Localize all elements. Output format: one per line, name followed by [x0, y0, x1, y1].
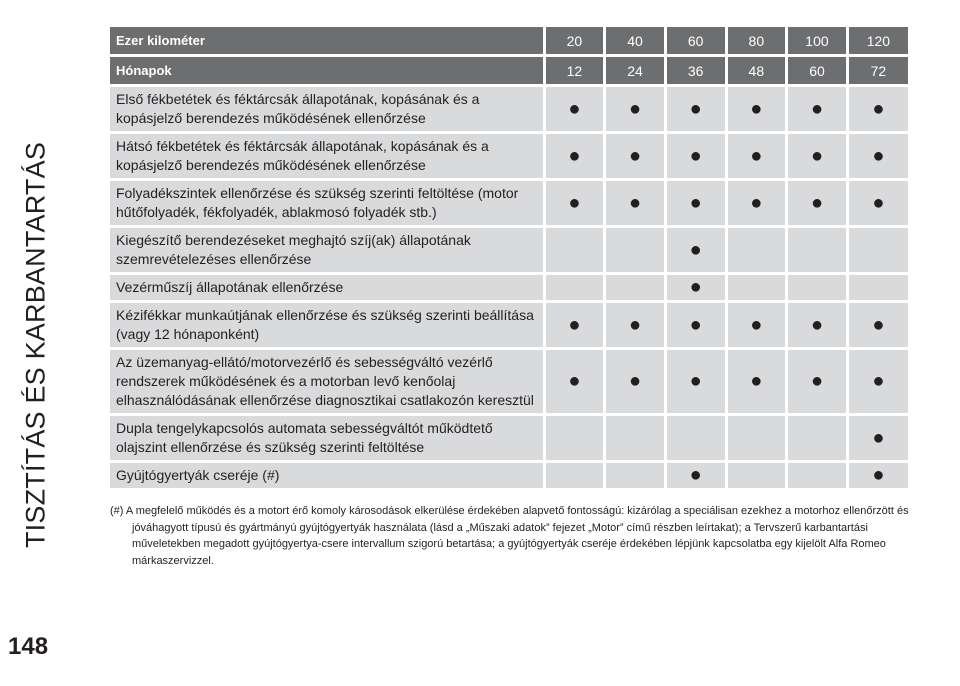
- task-description: Dupla tengelykapcsolós automata sebességváltót működtető olajszint ellenőrzése és szükség szerinti feltöltése: [110, 415, 544, 462]
- months-value: 36: [665, 56, 726, 86]
- months-value: 12: [544, 56, 605, 86]
- interval-cell: [847, 180, 908, 227]
- interval-cell: [847, 86, 908, 133]
- interval-cell: [726, 274, 787, 302]
- service-required-dot-icon: ●: [568, 97, 581, 120]
- task-description: Gyújtógyertyák cseréje (#): [110, 462, 544, 490]
- interval-cell: [726, 415, 787, 462]
- service-required-dot-icon: ●: [750, 313, 763, 336]
- interval-cell: [665, 462, 726, 490]
- service-required-dot-icon: ●: [689, 191, 702, 214]
- service-required-dot-icon: ●: [810, 144, 824, 167]
- interval-cell: [847, 302, 908, 349]
- service-required-dot-icon: ●: [872, 370, 885, 392]
- interval-cell: [605, 349, 666, 415]
- interval-cell: [544, 133, 605, 180]
- service-required-dot-icon: ●: [810, 313, 824, 336]
- service-required-dot-icon: ●: [568, 313, 581, 336]
- interval-cell: [544, 349, 605, 415]
- interval-cell: [787, 462, 848, 490]
- km-value: 20: [544, 27, 605, 56]
- km-value: 120: [847, 27, 908, 56]
- interval-cell: [665, 180, 726, 227]
- service-required-dot-icon: ●: [689, 238, 702, 261]
- task-description: Kézifékkar munkaútjának ellenőrzése és szükség szerinti beállítása (vagy 12 hónaponként): [110, 302, 544, 349]
- service-required-dot-icon: ●: [628, 97, 642, 120]
- task-description: Első fékbetétek és féktárcsák állapotának, kopásának és a kopásjelző berendezés működésének ellenőrzése: [110, 86, 544, 133]
- months-value: 48: [726, 56, 787, 86]
- footnote-text: A megfelelő működés és a motort érő komoly károsodások elkerülése érdekében alapvető fontosságú: kizárólag a speciálisan ezekhez a motorhoz ellenőrzött és jóváhagyott típusú és gyártmányú gyújtógyertyák használata (lásd a „Műszaki adatok” fejezet „Motor” című részben leírtakat); a Tervszerű karbantartási műveletekben megadott gyújtógyertya-csere intervallum szigorú betartása; a gyújtógyertyák cseréje érdekében lépjünk kapcsolatba egy kijelölt Alfa Romeo márkaszervizzel.: [125, 505, 909, 567]
- interval-cell: [726, 227, 787, 274]
- interval-cell: [787, 227, 848, 274]
- interval-cell: [726, 302, 787, 349]
- interval-cell: [544, 415, 605, 462]
- task-description: Kiegészítő berendezéseket meghajtó szíj(ak) állapotának szemrevételezéses ellenőrzése: [110, 227, 544, 274]
- interval-cell: [605, 274, 666, 302]
- header-row-months: [110, 56, 908, 86]
- interval-cell: [605, 180, 666, 227]
- footnote-marker: (#): [110, 505, 124, 517]
- task-description: Vezérműszíj állapotának ellenőrzése: [110, 274, 544, 302]
- service-required-dot-icon: ●: [568, 144, 581, 167]
- interval-cell: [726, 349, 787, 415]
- footnote: [110, 503, 910, 569]
- km-value: 80: [726, 27, 787, 56]
- interval-cell: [605, 227, 666, 274]
- table-row: [110, 180, 908, 227]
- service-required-dot-icon: ●: [689, 464, 702, 486]
- interval-cell: [665, 133, 726, 180]
- interval-cell: [665, 86, 726, 133]
- service-required-dot-icon: ●: [810, 370, 824, 392]
- service-required-dot-icon: ●: [689, 313, 702, 336]
- service-required-dot-icon: ●: [568, 191, 581, 214]
- km-label: Ezer kilométer: [110, 27, 544, 56]
- months-value: 60: [787, 56, 848, 86]
- service-required-dot-icon: ●: [628, 313, 642, 336]
- service-required-dot-icon: ●: [628, 370, 642, 392]
- interval-cell: [787, 302, 848, 349]
- interval-cell: [665, 274, 726, 302]
- interval-cell: [726, 180, 787, 227]
- table-row: [110, 462, 908, 490]
- page-number: 148: [8, 633, 49, 660]
- km-value: 60: [665, 27, 726, 56]
- interval-cell: [847, 462, 908, 490]
- interval-cell: [847, 349, 908, 415]
- interval-cell: [605, 415, 666, 462]
- km-value: 100: [787, 27, 848, 56]
- task-description: Az üzemanyag-ellátó/motorvezérlő és sebességváltó vezérlő rendszerek működésének és a motorban levő kenőolaj elhasználódásának ellenőrzése diagnosztikai csatlakozón keresztül: [110, 349, 544, 415]
- table-row: [110, 133, 908, 180]
- service-required-dot-icon: ●: [872, 313, 885, 336]
- task-description: Folyadékszintek ellenőrzése és szükség szerinti feltöltése (motor hűtőfolyadék, fékfolyadék, ablakmosó folyadék stb.): [110, 180, 544, 227]
- table-row: [110, 302, 908, 349]
- service-required-dot-icon: ●: [628, 191, 642, 214]
- service-required-dot-icon: ●: [750, 144, 763, 167]
- interval-cell: [544, 274, 605, 302]
- interval-cell: [726, 86, 787, 133]
- interval-cell: [605, 462, 666, 490]
- table-row: [110, 227, 908, 274]
- service-required-dot-icon: ●: [872, 191, 885, 214]
- service-required-dot-icon: ●: [750, 191, 763, 214]
- header-row-km: [110, 27, 908, 56]
- table-row: [110, 415, 908, 462]
- km-value: 40: [605, 27, 666, 56]
- service-required-dot-icon: ●: [689, 276, 702, 298]
- interval-cell: [787, 415, 848, 462]
- interval-cell: [665, 349, 726, 415]
- table-row: [110, 349, 908, 415]
- service-required-dot-icon: ●: [689, 97, 702, 120]
- interval-cell: [665, 302, 726, 349]
- interval-cell: [605, 86, 666, 133]
- interval-cell: [847, 133, 908, 180]
- interval-cell: [847, 274, 908, 302]
- interval-cell: [665, 415, 726, 462]
- task-description: Hátsó fékbetétek és féktárcsák állapotának, kopásának és a kopásjelző berendezés működésének ellenőrzése: [110, 133, 544, 180]
- service-required-dot-icon: ●: [568, 370, 581, 392]
- service-required-dot-icon: ●: [750, 97, 763, 120]
- service-required-dot-icon: ●: [750, 370, 763, 392]
- service-required-dot-icon: ●: [872, 144, 885, 167]
- interval-cell: [787, 86, 848, 133]
- service-required-dot-icon: ●: [689, 370, 702, 392]
- service-required-dot-icon: ●: [872, 464, 885, 486]
- interval-cell: [726, 133, 787, 180]
- footnote-body: [110, 503, 910, 569]
- interval-cell: [726, 462, 787, 490]
- table-row: [110, 274, 908, 302]
- interval-cell: [787, 180, 848, 227]
- interval-cell: [544, 462, 605, 490]
- months-label: Hónapok: [110, 56, 544, 86]
- section-side-title: TISZTÍTÁS ÉS KARBANTARTÁS: [20, 141, 51, 549]
- service-required-dot-icon: ●: [872, 426, 885, 449]
- service-required-dot-icon: ●: [689, 144, 702, 167]
- interval-cell: [605, 302, 666, 349]
- table-row: [110, 86, 908, 133]
- service-required-dot-icon: ●: [628, 144, 642, 167]
- interval-cell: [544, 227, 605, 274]
- interval-cell: [605, 133, 666, 180]
- months-value: 24: [605, 56, 666, 86]
- interval-cell: [787, 133, 848, 180]
- service-required-dot-icon: ●: [810, 191, 824, 214]
- interval-cell: [544, 180, 605, 227]
- interval-cell: [787, 274, 848, 302]
- interval-cell: [847, 415, 908, 462]
- service-required-dot-icon: ●: [872, 97, 885, 120]
- interval-cell: [847, 227, 908, 274]
- months-value: 72: [847, 56, 908, 86]
- maintenance-schedule-table: [110, 27, 908, 491]
- interval-cell: [787, 349, 848, 415]
- interval-cell: [544, 86, 605, 133]
- interval-cell: [665, 227, 726, 274]
- service-required-dot-icon: ●: [810, 97, 824, 120]
- interval-cell: [544, 302, 605, 349]
